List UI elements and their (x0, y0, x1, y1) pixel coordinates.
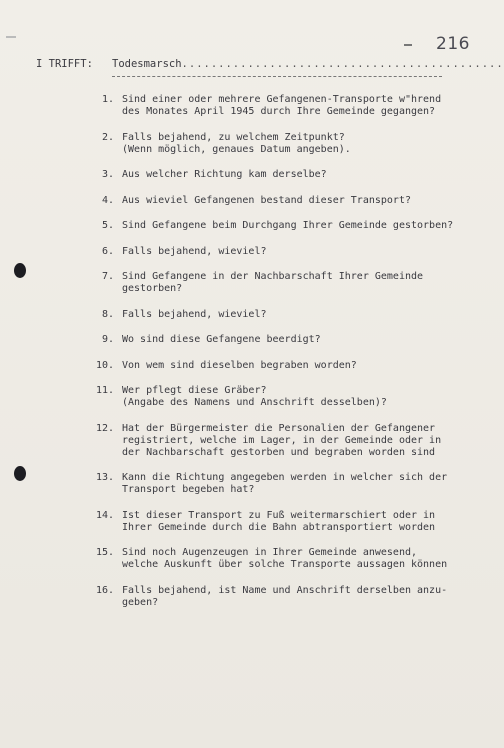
punch-hole (14, 466, 26, 481)
question-number: 14. (95, 509, 114, 521)
question-item (82, 423, 462, 459)
question-item (82, 220, 462, 232)
question-number: 6. (101, 245, 114, 257)
question-text: Aus welcher Richtung kam derselbe? (122, 169, 327, 180)
question-text: Sind einer oder mehrere Gefangenen-Transporte w"hrend des Monates April 1945 durch Ihre Gemeinde gegangen? (122, 94, 442, 117)
question-text: Sind noch Augenzeugen in Ihrer Gemeinde anwesend, welche Auskunft über solche Transporte aussagen können (122, 547, 448, 570)
question-text: Wo sind diese Gefangene beerdigt? (122, 334, 321, 345)
punch-hole (14, 263, 26, 278)
question-number: 10. (95, 359, 114, 371)
question-item (82, 246, 462, 258)
question-text: Sind Gefangene in der Nachbarschaft Ihrer Gemeinde gestorben? (122, 271, 424, 294)
question-number: 5. (101, 220, 114, 231)
question-item (82, 585, 462, 609)
question-item (82, 271, 462, 295)
question-item (82, 132, 462, 156)
question-item (82, 472, 462, 496)
question-number: 12. (95, 422, 114, 434)
question-text: Hat der Bürgermeister die Personalien der Gefangener registriert, welche im Lager, in der Gemeinde oder in der Nachbarschaft gestorben und begraben worden sind (122, 422, 442, 458)
question-text: Falls bejahend, wieviel? (122, 245, 267, 257)
question-text: Sind Gefangene beim Durchgang Ihrer Gemeinde gestorben? (122, 220, 454, 231)
question-item (82, 547, 462, 571)
question-list (82, 94, 462, 622)
question-number: 9. (101, 334, 114, 345)
header (36, 58, 504, 70)
question-number: 13. (95, 472, 114, 483)
question-item (82, 94, 462, 118)
question-text: Ist dieser Transport zu Fuß weitermarschiert oder in Ihrer Gemeinde durch die Bahn abtransportiert worden (122, 509, 436, 533)
question-text: Falls bejahend, wieviel? (122, 308, 267, 320)
margin-mark (6, 36, 16, 38)
header-dots: ............................................ (181, 58, 504, 70)
question-number: 8. (101, 308, 114, 320)
question-number: 16. (95, 584, 114, 596)
question-number: 4. (101, 194, 114, 206)
question-item (82, 510, 462, 534)
question-text: Falls bejahend, zu welchem Zeitpunkt? (Wenn möglich, genaues Datum angeben). (122, 131, 351, 155)
header-underline (112, 76, 442, 77)
question-number: 3. (101, 169, 114, 180)
question-text: Kann die Richtung angegeben werden in welcher sich der Transport begeben hat? (122, 472, 448, 495)
question-item (82, 169, 462, 181)
question-text: Aus wieviel Gefangenen bestand dieser Transport? (122, 194, 411, 206)
header-subject: Todesmarsch (112, 58, 182, 70)
question-item (82, 309, 462, 321)
page-number: 216 (436, 34, 470, 54)
question-text: Wer pflegt diese Gräber? (Angabe des Namens und Anschrift desselben)? (122, 385, 387, 408)
question-item (82, 360, 462, 372)
question-item (82, 195, 462, 207)
question-number: 1. (101, 94, 114, 105)
question-text: Falls bejahend, ist Name und Anschrift derselben anzu- geben? (122, 584, 448, 608)
question-number: 15. (95, 547, 114, 558)
question-number: 7. (101, 271, 114, 282)
question-text: Von wem sind dieselben begraben worden? (122, 359, 357, 371)
question-item (82, 334, 462, 346)
question-number: 11. (95, 385, 114, 396)
dash-mark (404, 44, 412, 46)
question-item (82, 385, 462, 409)
question-number: 2. (101, 131, 114, 143)
header-label: I TRIFFT: (36, 58, 93, 70)
